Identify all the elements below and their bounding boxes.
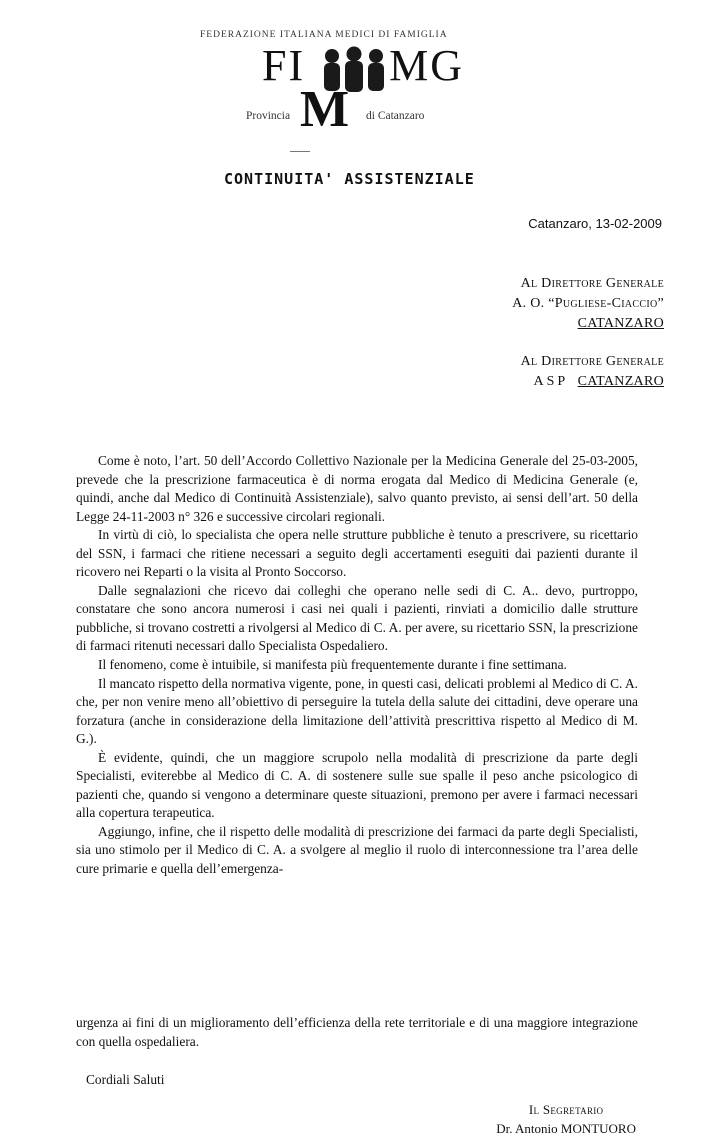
letter-body-continuation — [76, 1013, 638, 1051]
date-line: Catanzaro, 13-02-2009 — [528, 216, 662, 231]
addressee-city: CATANZARO — [577, 374, 664, 389]
paragraph: Il mancato rispetto della normativa vigente, pone, in questi casi, delicati problemi al Medico di C. A. che, per non venire meno all’obiettivo di perseguire la tutela della salute dei cittadini, deve operare una forzatura (anche in considerazione della limitazione dell’attività prescrittiva rispetto al Medico di M. G.). — [76, 675, 638, 747]
paragraph: Come è noto, l’art. 50 dell’Accordo Collettivo Nazionale per la Medicina Generale del 25-03-2005, prevede che la prescrizione farmaceutica è di norma erogata dal Medico di Medicina Generale (e, quindi, anche dal Medico di Continuità Assistenziale), salvo quanto previsto, ai sensi dell’art. 50 della Legge 24-11-2003 n° 326 e successive circolari regionali. — [76, 453, 638, 524]
paragraph: È evidente, quindi, che un maggiore scrupolo nella modalità di prescrizione da parte degli Specialisti, eviterebbe al Medico di C. A. di sostenere sulle sue spalle il peso anche psicologico di pazienti che, quando si vengono a determinare queste situazioni, premono per avere i farmaci necessari alla copertura terapeutica. — [76, 749, 638, 821]
addressee-block-1 — [512, 274, 664, 334]
addressee-block-2 — [521, 352, 664, 392]
document-title: CONTINUITA' ASSISTENZIALE — [224, 170, 475, 188]
province-label: Provincia — [246, 110, 291, 122]
closing-salutation: Cordiali Saluti — [86, 1072, 165, 1087]
federation-name: FEDERAZIONE ITALIANA MEDICI DI FAMIGLIA — [200, 30, 448, 40]
logo-big-m: M — [300, 81, 350, 138]
signature-role: Il Segretario — [528, 1102, 604, 1117]
logo-left: FI — [262, 41, 306, 90]
paragraph: Aggiungo, infine, che il rispetto delle modalità di prescrizione dei farmaci da parte degli Specialisti, sia uno stimolo per il Medico di C. A. a svolgere al meglio il ruolo di interconnessione tra l’area delle cure primarie e quella dell’emergenza- — [76, 823, 638, 877]
signature-name: Dr. Antonio MONTUORO — [496, 1121, 636, 1136]
paragraph: Dalle segnalazioni che ricevo dai colleghi che operano nelle sedi di C. A.. devo, purtroppo, constatare che sono ancora numerosi i casi nei quali i pazienti, rinviati a domicilio dalle strutture pubbliche, si trovano costretti a rivolgersi al Medico di C. A. per avere, su ricettario SSN, la prescrizione di farmaci ritenuti necessari dallo Specialista Ospedaliero. — [76, 582, 638, 654]
addressee-title: Al Direttore Generale — [520, 354, 664, 369]
signature-block — [496, 1100, 636, 1138]
letter-body — [76, 452, 638, 879]
addressee-title: Al Direttore Generale — [520, 276, 664, 291]
divider-mark — [290, 151, 310, 152]
paragraph: In virtù di ciò, lo specialista che opera nelle strutture pubbliche è tenuto a prescrivere, su ricettario del SSN, i farmaci che ritiene necessari a seguito degli accertamenti eseguiti dai pazienti durante il ricovero nei Reparti o la visita al Pronto Soccorso. — [76, 527, 638, 580]
paragraph: urgenza ai fini di un miglioramento dell’efficienza della rete territoriale e di una maggiore integrazione con quella ospedaliera. — [76, 1015, 638, 1049]
paragraph: Il fenomeno, come è intuibile, si manifesta più frequentemente durante i fine settimana. — [98, 657, 567, 673]
province-city: di Catanzaro — [366, 110, 425, 122]
addressee-city: CATANZARO — [577, 316, 664, 331]
logo-right: MG — [389, 41, 465, 90]
addressee-org: ASP — [533, 374, 569, 389]
addressee-org: A. O. “Pugliese-Ciaccio” — [512, 296, 664, 311]
